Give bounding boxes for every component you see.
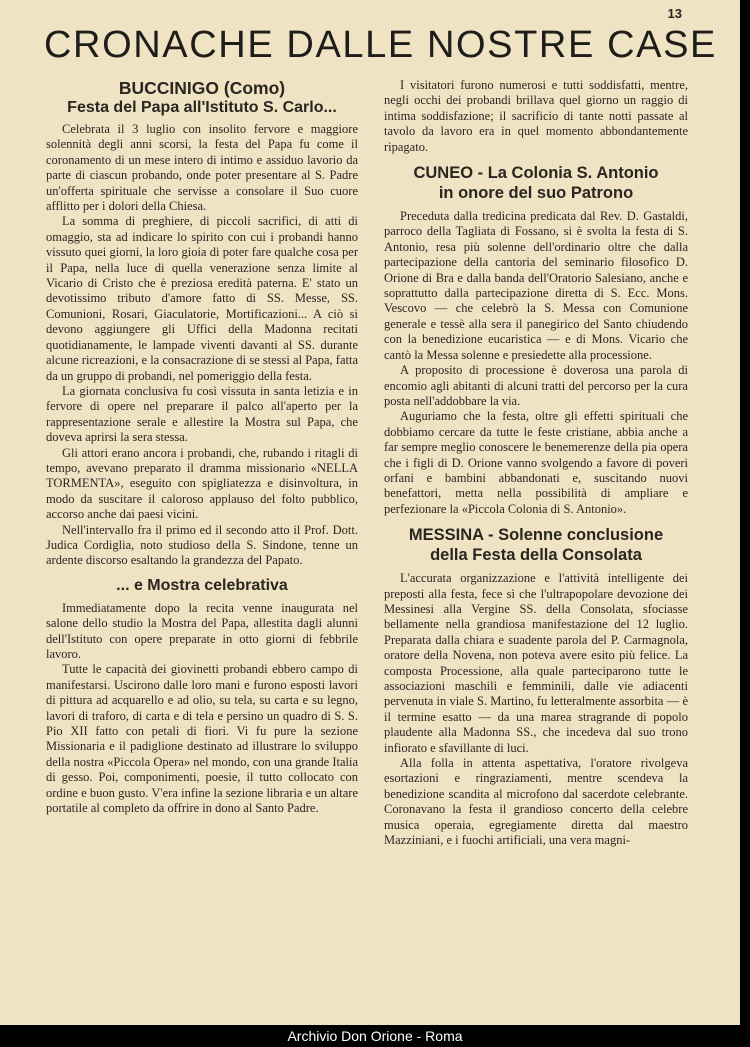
continued-paragraph: I visitatori furono numerosi e tutti soddisfatti, mentre, negli occhi dei probandi brillava quel giorno un raggio di intima soddisfazione; il sacrificio di tante notti passate al tavolo da lavoro era in quel momento abbondantemente ripagato.: [384, 78, 688, 154]
section-masthead: CRONACHE DALLE NOSTRE CASE: [44, 24, 717, 66]
article-subtitle: Festa del Papa all'Istituto S. Carlo...: [67, 99, 337, 116]
article-paragraph: Celebrata il 3 luglio con insolito fervore e maggiore solennità degli anni scorsi, la festa del Papa fu come il coronamento di un mese intero di intimo e assiduo lavorio da parte di ciascun probando, onde poter presentare al S. Padre un'offerta spirituale che servisse a consolare il Suo cuore afflitto per i dolori della Chiesa.: [46, 122, 358, 214]
article-title-line2: in onore del suo Patrono: [438, 184, 634, 203]
article-paragraph: A proposito di processione è doverosa una parola di encomio agli abitanti di alcuni tratti del percorso per la cura posta nell'addobbare la via.: [384, 363, 688, 408]
article-paragraph: La giornata conclusiva fu così vissuta in santa letizia e in fervore di opere nel preparare il palco all'aperto per la rappresentazione serale e allestire la Mostra sul Papa, che doveva aprirsi la sera stessa.: [46, 383, 358, 445]
article-paragraph: L'accurata organizzazione e l'attività intelligente dei preposti alla festa, fece sì che l'ultrapopolare devozione dei Messinesi alla Vergine SS. della Consolata, sfociasse bellamente nella grandiosa manifestazione del 12 luglio. Preparata dalla chiara e suadente parola del P. Carmagnola, oratore della Novena, non poteva avere esito più felice. La composta Processione, alla quale parteciparono tutte le associazioni maschili e femminili, dalle vie adiacenti pervenuta in viale S. Martino, fu letteralmente assorbita — è il termine esatto — da una marea stragrande di popolo plaudente alla Madonna SS., che incedeva dal suo trono infiorato e sfavillante di luci.: [384, 571, 688, 755]
article-paragraph: Immediatamente dopo la recita venne inaugurata nel salone dello studio la Mostra del Papa, allestita dagli alunni dell'Istituto con opere preparate in otto giorni di febbrile lavoro.: [46, 600, 358, 661]
article-paragraph: Nell'intervallo fra il primo ed il secondo atto il Prof. Dott. Judica Cordiglia, noto studioso della S. Sindone, tenne un ardente discorso esaltando la grandezza del Papato.: [46, 522, 358, 568]
article-mostra: [46, 577, 358, 817]
archive-footer: Archivio Don Orione - Roma: [287, 1028, 463, 1044]
article-paragraph: Preceduta dalla tredicina predicata dal Rev. D. Gastaldi, parroco della Tagliata di Fossano, si è svolta la festa di S. Antonio, resa più solenne dell'ordinario oltre che dalla partecipazione della cantoria del seminario filosofico D. Orione di Bra e dalla banda dell'Oratorio Salesiano, anche e soprattutto dalla partecipazione diretta di S. Ecc. Mons. Vescovo — che celebrò la S. Messa con Comunione generale e tessè alla sera il panegirico del Santo chiudendo con la benedizione eucaristica — e di Mons. Vicario che cantò la Messa solenne e presiedette alla processione.: [384, 209, 688, 362]
left-column: [46, 78, 358, 816]
article-title-line2: della Festa della Consolata: [430, 546, 642, 565]
right-column: [384, 78, 688, 848]
article-cuneo: [384, 163, 688, 517]
article-paragraph: Alla folla in attenta aspettativa, l'oratore rivolgeva esortazioni e ringraziamenti, mentre scendeva la benedizione scandita al microfono dal sacerdote celebrante. Coronavano la festa il grandioso concerto della celebre musica operaia, egregiamente diretta dal maestro Mazziniani, e i fuochi artificiali, una vera magni-: [384, 756, 688, 848]
page-number: 13: [667, 6, 682, 21]
article-buccinigo: [46, 78, 358, 569]
article-paragraph: Tutte le capacità dei giovinetti probandi ebbero campo di manifestarsi. Uscirono dalle loro mani e furono esposti lavori di pittura ad acquarello e ad olio, su tela, su carta e su legno, lavori di traforo, di carta e di tela e persino un quadro di S. S. Pio XII fatto con petali di fiori. Vi fu pure la sezione Missionaria e il padiglione destinato ad illustrare lo sviluppo della nostra «Piccola Opera» nel mondo, con una grande Italia di gesso. Poi, componimenti, poesie, il tutto collocato con ordine e buon gusto. V'era infine la sezione libraria e un altare portatile al completo da offrire in dono al Santo Padre.: [46, 662, 358, 816]
article-subtitle: ... e Mostra celebrativa: [116, 576, 288, 594]
article-paragraph: La somma di preghiere, di piccoli sacrifici, di atti di omaggio, sta ad indicare lo spirito con cui i probandi hanno vissuto quei giorni, la loro gioia di poter fare qualche cosa per il Papa, nella luce di quella venerazione senza limite al Vicario di Cristo che è preziosa eredità paterna. E' stato un devotissimo tributo d'amore fatto di SS. Messe, SS. Comunioni, Rosari, Giaculatorie, Mortificazioni... A ciò si devono aggiungere gli Uffici della Madonna recitati quotidianamente, le lampade viventi davanti al SS. durante alcune ricreazioni, e la consacrazione di se stessi al Papa, fatta da un gruppo di probandi, nel pomeriggio della festa.: [46, 214, 358, 383]
article-messina: [384, 525, 688, 848]
article-paragraph: Gli attori erano ancora i probandi, che, rubando i ritagli di tempo, avevano preparato il dramma missionario «NELLA TORMENTA», eseguito con spigliatezza e disinvoltura, in modo da suscitare il caloroso applauso del folto pubblico, accorso anche dai paesi vicini.: [46, 445, 358, 522]
article-title: MESSINA - Solenne conclusione: [408, 526, 664, 545]
article-title: CUNEO - La Colonia S. Antonio: [413, 164, 659, 183]
article-paragraph: Auguriamo che la festa, oltre gli effetti spirituali che dobbiamo cercare da tutte le feste cristiane, abbia anche a far sempre meglio conoscere le benemerenze della pia opera che i figli di D. Orione vanno svolgendo a favore di poveri orfani e bambini abbandonati e, suscitando nuovi benefattori, metta nella possibilità di ampliare e perfezionare la «Piccola Colonia di S. Antonio».: [384, 409, 688, 516]
article-place-title: BUCCINIGO (Como): [118, 78, 286, 98]
